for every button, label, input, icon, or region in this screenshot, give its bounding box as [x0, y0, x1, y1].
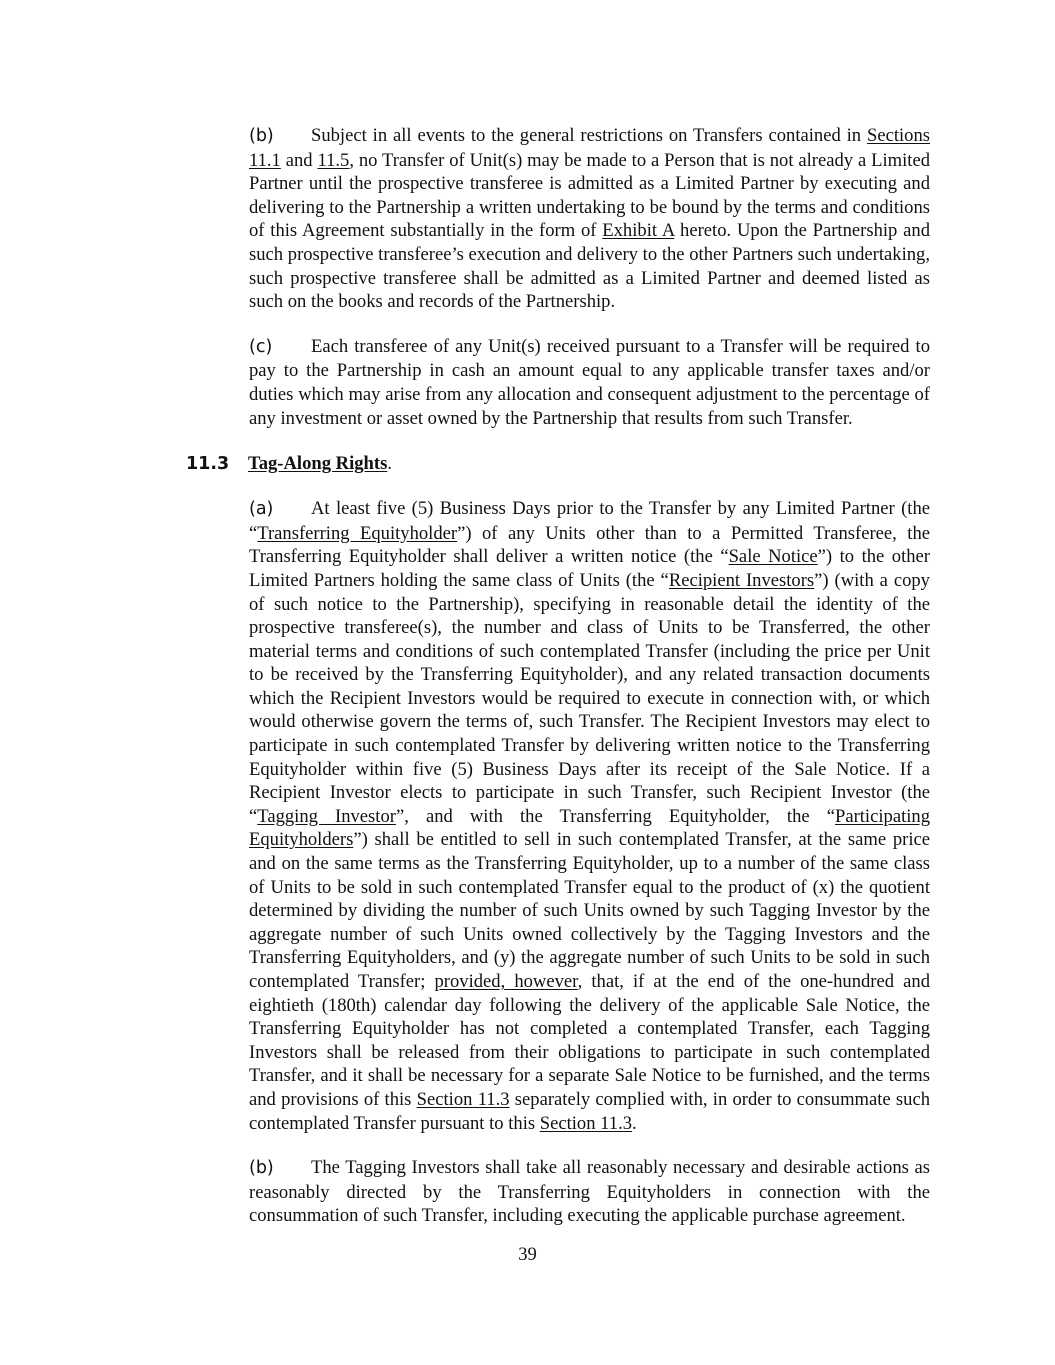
- section-number: 11.3: [186, 454, 230, 475]
- text-run: hereto. Upon the Partnership and such prospective transferee’s execution and delivery to the other Partners such undertaking, such prospective transferee shall be admitted as a Limited Partner and deemed listed as such on the books and records of the Partnership.: [249, 220, 930, 313]
- paragraph-11-2-c: [124, 335, 930, 430]
- paragraph-11-2-b: [124, 124, 930, 314]
- text-run: At least five (5) Business Days prior to the Transfer by any Limited Partner (the “: [249, 498, 930, 544]
- cross-reference-section-11-3[interactable]: Section 11.3: [539, 1112, 633, 1134]
- paragraph-11-3-b: [124, 1156, 930, 1228]
- text-run: ”, and with the Transferring Equityholder, the “: [395, 805, 835, 827]
- defined-term-participating-equityholders: Participating Equityholders: [249, 805, 930, 851]
- defined-term-recipient-investors: Recipient Investors: [668, 569, 815, 591]
- document-page: [124, 124, 930, 1228]
- section-heading-11-3: [124, 452, 930, 476]
- section-title: Tag-Along Rights: [248, 453, 388, 475]
- text-run: Each transferee of any Unit(s) received pursuant to a Transfer will be required to pay to the Partnership in cash an amount equal to any applicable transfer taxes and/or duties which may arise from any allocation and consequent adjustment to the percentage of any investment or asset owned by the Partnership that results from such Transfer.: [249, 335, 930, 429]
- text-run: The Tagging Investors shall take all reasonably necessary and desirable actions as reasonably directed by the Transferring Equityholders in connection with the consummation of such Transfer, including executing the applicable purchase agreement.: [249, 1157, 930, 1227]
- text-run: ”) to the other Limited Partners holding the same class of Units (the “: [249, 546, 930, 591]
- clause-label: (b): [249, 126, 274, 146]
- cross-reference-11-5[interactable]: 11.5: [317, 149, 350, 171]
- text-run: , that, if at the end of the one-hundred and eightieth (180th) calendar day following the delivery of the applicable Sale Notice, the Transferring Equityholder has not completed a contemplated Transfer, each Tagging Investors shall be released from their obligations to participate in such contemplated Transfer, and it shall be necessary for a separate Sale Notice to be furnished, and the terms and provisions of this: [249, 971, 930, 1110]
- clause-label: (c): [249, 336, 273, 357]
- text-run: ”) of any Units other than to a Permitted Transferee, the Transferring Equityholder shall deliver a written notice (the “: [249, 522, 930, 568]
- text-run: Subject in all events to the general restrictions on Transfers contained in: [311, 125, 867, 146]
- text-run: separately complied with, in order to consummate such contemplated Transfer pursuant to this: [249, 1088, 930, 1134]
- defined-term-transferring-equityholder: Transferring Equityholder: [257, 522, 458, 544]
- defined-term-sale-notice: Sale Notice: [728, 546, 818, 568]
- cross-reference-exhibit-a[interactable]: Exhibit A: [602, 220, 675, 242]
- text-run: and: [280, 149, 318, 171]
- page-number: 39: [518, 1244, 537, 1265]
- cross-reference-sections-11-1[interactable]: Sections 11.1: [249, 125, 930, 171]
- section-title-period: .: [387, 453, 392, 475]
- text-run: .: [632, 1112, 637, 1134]
- proviso-provided-however: provided, however: [434, 971, 578, 992]
- clause-label: (b): [249, 1158, 274, 1179]
- defined-term-tagging-investor: Tagging Investor: [257, 805, 396, 827]
- text-run: , no Transfer of Unit(s) may be made to a Person that is not already a Limited Partner until the prospective transferee is admitted as a Limited Partner by executing and delivering to the Partnership a written undertaking to be bound by the terms and conditions of this Agreement substantially in the form of: [249, 149, 930, 242]
- text-run: ”) (with a copy of such notice to the Partnership), specifying in reasonable detail the identity of the prospective transferee(s), the number and class of Units to be Transferred, the other material terms and conditions of such contemplated Transfer (including the price per Unit to be received by the Transferring Equityholder), and any related transaction documents which the Recipient Investors would be required to execute in connection with, or which would otherwise govern the terms of, such Transfer. The Recipient Investors may elect to participate in such contemplated Transfer by delivering written notice to the Transferring Equityholder within five (5) Business Days after its receipt of the Sale Notice. If a Recipient Investor elects to participate in such Transfer, such Recipient Investor (the “: [249, 569, 930, 827]
- paragraph-11-3-a: [124, 497, 930, 1135]
- clause-label: (a): [249, 499, 274, 520]
- text-run: ”) shall be entitled to sell in such contemplated Transfer, at the same price and on the same terms as the Transferring Equityholder, up to a number of the same class of Units to be sold in such contemplated Transfer equal to the product of (x) the quotient determined by dividing the number of such Units owned by such Tagging Investor by the aggregate number of such Units owned collectively by the Tagging Investors and the Transferring Equityholders, and (y) the aggregate number of such Units to be sold in such contemplated Transfer;: [249, 829, 930, 992]
- cross-reference-section-11-3[interactable]: Section 11.3: [416, 1088, 510, 1110]
